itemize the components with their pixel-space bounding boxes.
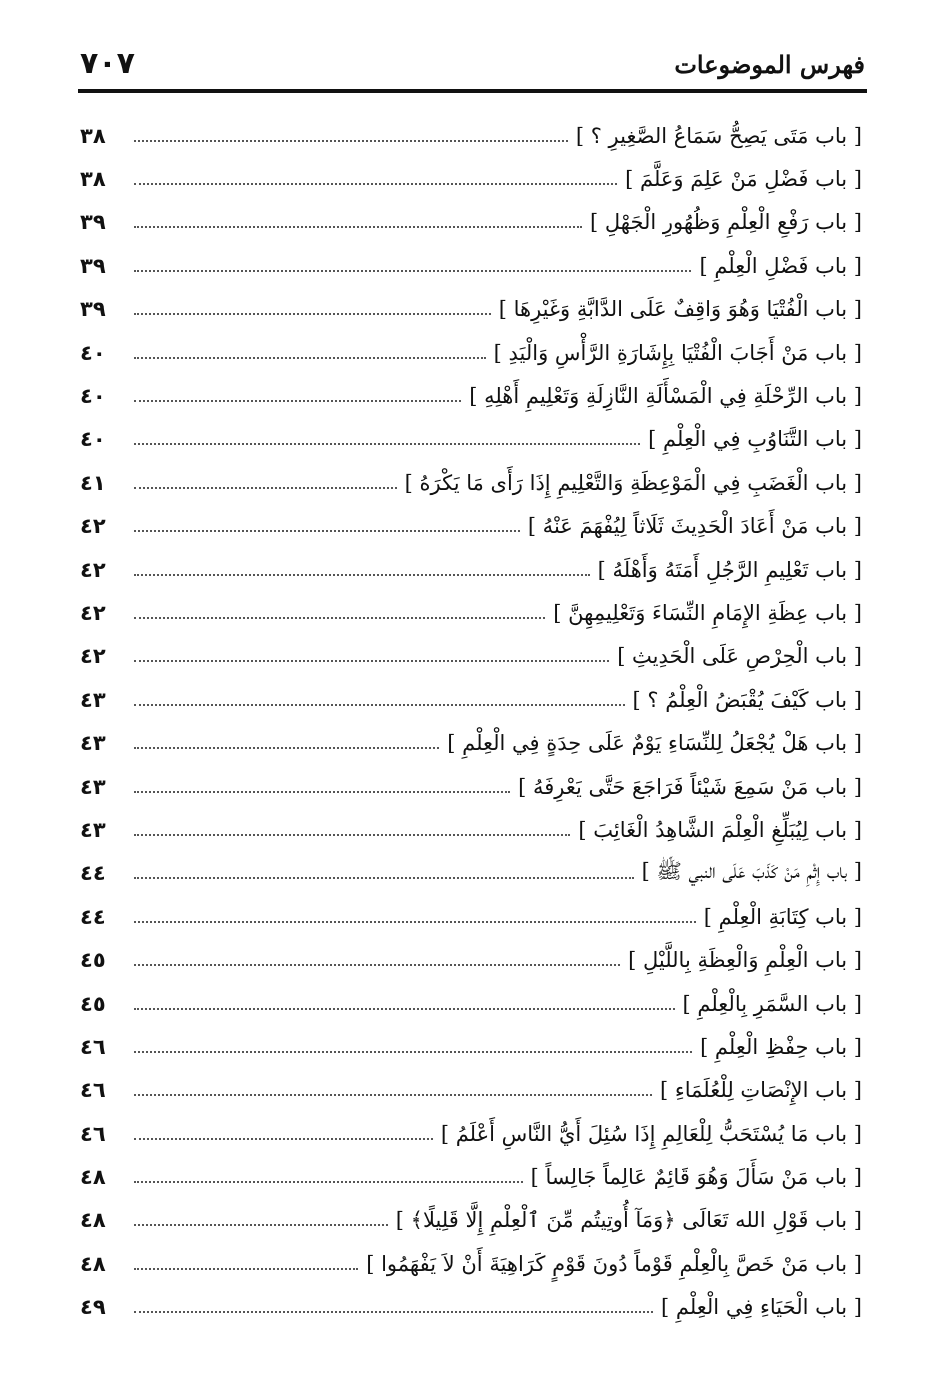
entry-title: [ باب مَتَى يَصِحُّ سَمَاعُ الصَّغِيرِ ؟ ] xyxy=(575,123,862,148)
entry-title: [ باب الرِّحْلَةِ فِي الْمَسْأَلَةِ النَّازِلَةِ وَتَعْلِيمِ أَهْلِهِ ] xyxy=(469,384,862,409)
toc-entry xyxy=(80,157,862,200)
dot-leader xyxy=(134,964,620,966)
dot-leader xyxy=(134,530,520,532)
dot-leader xyxy=(134,443,640,445)
toc-entry xyxy=(80,938,862,981)
entry-title: [ باب مَنْ سَأَلَ وَهُوَ قَائِمٌ عَالِماً جَالِساً ] xyxy=(530,1165,862,1190)
entry-page-number: ٤٤ xyxy=(80,904,106,929)
dot-leader xyxy=(134,357,486,359)
entry-title: [ باب فَضْلِ الْعِلْمِ ] xyxy=(699,253,862,278)
dot-leader xyxy=(134,140,568,142)
dot-leader xyxy=(134,791,510,793)
toc-entry xyxy=(80,461,862,504)
entry-title: [ باب التَّنَاوُبِ فِي الْعِلْمِ ] xyxy=(648,427,862,452)
dot-leader xyxy=(134,1094,652,1096)
page-header xyxy=(80,44,865,86)
entry-page-number: ٤٢ xyxy=(80,557,106,582)
running-title: فهرس الموضوعات xyxy=(674,50,865,79)
dot-leader xyxy=(134,313,491,315)
entry-page-number: ٤٨ xyxy=(80,1165,106,1190)
entry-title: [ باب رَفْعِ الْعِلْمِ وَظُهُورِ الْجَهْلِ ] xyxy=(590,210,862,235)
entry-title: [ باب كِتَابَةِ الْعِلْمِ ] xyxy=(703,904,862,929)
toc-entry xyxy=(80,374,862,417)
entry-title: [ باب عِظَةِ الإِمَامِ النِّسَاءَ وَتَعْلِيمِهِنَّ ] xyxy=(553,600,862,625)
toc-entry xyxy=(80,982,862,1025)
toc-entry xyxy=(80,1286,862,1329)
toc-entry xyxy=(80,765,862,808)
page-number: ٧٠٧ xyxy=(80,46,135,81)
entry-page-number: ٤٦ xyxy=(80,1078,106,1103)
entry-title: [ باب الْحَيَاءِ فِي الْعِلْمِ ] xyxy=(660,1295,862,1320)
entry-title: [ باب الإِنْصَاتِ لِلْعُلَمَاءِ ] xyxy=(660,1078,862,1103)
entry-title: [ باب لِيُبَلِّغِ الْعِلْمَ الشَّاهِدُ الْغَائِبَ ] xyxy=(578,817,862,842)
entry-title: [ باب مَنْ أَجَابَ الْفُتْيَا بِإِشَارَةِ الرَّأْسِ وَالْيَدِ ] xyxy=(493,340,862,365)
toc-entry xyxy=(80,418,862,461)
dot-leader xyxy=(134,183,617,185)
toc-entry xyxy=(80,1112,862,1155)
dot-leader xyxy=(134,921,696,923)
toc-entry xyxy=(80,895,862,938)
dot-leader xyxy=(134,1224,388,1226)
entry-title: [ باب قَوْلِ الله تَعَالَى ﴿وَمَآ أُوتِيتُم مِّنَ ٱلْعِلْمِ إِلَّا قَلِيلًا﴾ ] xyxy=(395,1208,862,1233)
toc-entry xyxy=(80,1199,862,1242)
toc-entry xyxy=(80,591,862,634)
entry-title: [ باب الْغَضَبِ فِي الْمَوْعِظَةِ وَالتَّعْلِيمِ إِذَا رَأَى مَا يَكْرَهُ ] xyxy=(404,470,862,495)
entry-page-number: ٤٥ xyxy=(80,948,106,973)
entry-title: [ باب مَنْ خَصَّ بِالْعِلْمِ قَوْماً دُونَ قَوْمٍ كَرَاهِيَةَ أَنْ لاَ يَفْهَمُوا ] xyxy=(366,1251,862,1276)
entry-page-number: ٤٢ xyxy=(80,644,106,669)
entry-title: [ باب السَّمَرِ بِالْعِلْمِ ] xyxy=(682,991,862,1016)
dot-leader xyxy=(134,1138,433,1140)
dot-leader xyxy=(134,574,590,576)
dot-leader xyxy=(134,660,609,662)
toc-entry xyxy=(80,635,862,678)
toc-entry xyxy=(80,114,862,157)
entry-page-number: ٣٨ xyxy=(80,167,106,192)
entry-page-number: ٤٠ xyxy=(80,340,106,365)
dot-leader xyxy=(134,270,691,272)
entry-page-number: ٤٦ xyxy=(80,1034,106,1059)
entry-page-number: ٤٢ xyxy=(80,514,106,539)
entry-title: [ باب الْحِرْصِ عَلَى الْحَدِيثِ ] xyxy=(617,644,862,669)
dot-leader xyxy=(134,1311,653,1313)
entry-page-number: ٤٣ xyxy=(80,731,106,756)
dot-leader xyxy=(134,226,582,228)
dot-leader xyxy=(134,1051,692,1053)
toc-entry xyxy=(80,505,862,548)
entry-page-number: ٤٢ xyxy=(80,600,106,625)
toc-entry xyxy=(80,201,862,244)
entry-page-number: ٤٣ xyxy=(80,774,106,799)
toc-entry xyxy=(80,852,862,895)
entry-title: [ باب مَنْ أَعَادَ الْحَدِيثَ ثَلَاثاً لِيُفْهَمَ عَنْهُ ] xyxy=(527,514,862,539)
dot-leader xyxy=(134,704,625,706)
entry-title: [ باب الْعِلْمِ وَالْعِظَةِ بِاللَّيْلِ ] xyxy=(628,948,862,973)
entry-page-number: ٣٩ xyxy=(80,297,106,322)
toc-entry xyxy=(80,1025,862,1068)
entry-page-number: ٤٨ xyxy=(80,1251,106,1276)
toc-entry xyxy=(80,548,862,591)
table-of-contents xyxy=(80,114,862,1329)
entry-page-number: ٣٨ xyxy=(80,123,106,148)
entry-page-number: ٤٠ xyxy=(80,384,106,409)
entry-page-number: ٤٣ xyxy=(80,687,106,712)
toc-entry xyxy=(80,331,862,374)
dot-leader xyxy=(134,617,545,619)
entry-page-number: ٤١ xyxy=(80,470,106,495)
entry-title: [ باب مَنْ سَمِعَ شَيْئاً فَرَاجَعَ حَتَّى يَعْرِفَهُ ] xyxy=(518,774,862,799)
toc-entry xyxy=(80,721,862,764)
entry-page-number: ٣٩ xyxy=(80,253,106,278)
entry-page-number: ٤٩ xyxy=(80,1295,106,1320)
entry-page-number: ٤٤ xyxy=(80,861,106,886)
dot-leader xyxy=(134,877,634,879)
dot-leader xyxy=(134,1181,523,1183)
dot-leader xyxy=(134,834,570,836)
entry-page-number: ٤٠ xyxy=(80,427,106,452)
entry-page-number: ٤٨ xyxy=(80,1208,106,1233)
toc-entry xyxy=(80,244,862,287)
toc-entry xyxy=(80,1242,862,1285)
entry-title: [ باب مَا يُسْتَحَبُّ لِلْعَالِمِ إِذَا سُئِلَ أَيُّ النَّاسِ أَعْلَمُ ] xyxy=(440,1121,862,1146)
header-rule xyxy=(78,89,867,93)
dot-leader xyxy=(134,400,461,402)
toc-entry xyxy=(80,678,862,721)
toc-entry xyxy=(80,288,862,331)
entry-title: [ باب تَعْلِيمِ الرَّجُلِ أَمَتَهُ وَأَهْلَهُ ] xyxy=(597,557,862,582)
entry-title: [ باب هَلْ يُجْعَلُ لِلنِّسَاءِ يَوْمٌ عَلَى حِدَةٍ فِي الْعِلْمِ ] xyxy=(447,731,862,756)
dot-leader xyxy=(134,487,397,489)
entry-title: [ باب إِثْمِ مَنْ كَذَبَ عَلَى النبي ﷺ ] xyxy=(641,858,862,883)
entry-page-number: ٤٦ xyxy=(80,1121,106,1146)
entry-page-number: ٤٣ xyxy=(80,817,106,842)
entry-title: [ باب الْفُتْيَا وَهُوَ وَاقِفٌ عَلَى الدَّابَّةِ وَغَيْرِهَا ] xyxy=(498,297,862,322)
toc-entry xyxy=(80,1155,862,1198)
toc-entry xyxy=(80,1069,862,1112)
entry-title: [ باب حِفْظِ الْعِلْمِ ] xyxy=(700,1034,862,1059)
dot-leader xyxy=(134,1008,675,1010)
entry-page-number: ٣٩ xyxy=(80,210,106,235)
entry-page-number: ٤٥ xyxy=(80,991,106,1016)
toc-entry xyxy=(80,808,862,851)
dot-leader xyxy=(134,1268,358,1270)
dot-leader xyxy=(134,747,439,749)
entry-title: [ باب فَضْلِ مَنْ عَلِمَ وَعَلَّمَ ] xyxy=(625,167,862,192)
entry-title: [ باب كَيْفَ يُقْبَضُ الْعِلْمُ ؟ ] xyxy=(632,687,862,712)
